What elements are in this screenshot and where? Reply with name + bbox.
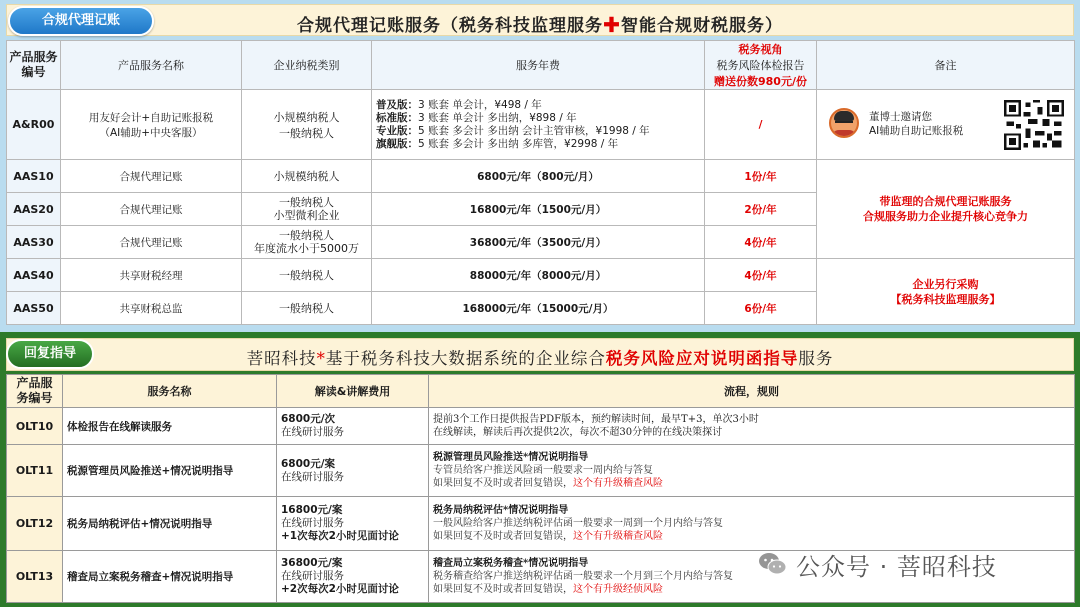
flow-line: 税务稽查给客户推送纳税评估函一般要求一个月到三个月内给与答复 <box>433 571 733 582</box>
title-suffix: 服务 <box>798 349 834 368</box>
risk-header-line2: 税务风险体检报告 <box>716 59 805 72</box>
row-flow <box>429 497 1075 551</box>
row-risk: 4份/年 <box>705 226 817 259</box>
wechat-icon <box>758 551 788 577</box>
table-row <box>7 445 1075 497</box>
row-code: AAS20 <box>7 193 61 226</box>
row-fee-plans <box>372 90 705 160</box>
row-risk: / <box>705 90 817 160</box>
section1-pill-badge: 合规代理记账 <box>8 6 154 36</box>
invite-line2: AI辅助自助记账报税 <box>869 124 964 137</box>
table-row <box>7 408 1075 445</box>
header-name: 服务名称 <box>63 375 277 408</box>
row-name-line1: 用友好会计+自助记账报税 <box>88 111 214 124</box>
row-fee <box>277 445 429 497</box>
row-fee <box>277 408 429 445</box>
row-taxpayer <box>242 160 372 193</box>
section2-title-bar <box>6 338 1074 371</box>
star-icon: * <box>316 349 326 368</box>
row-name: 合规代理记账 <box>61 226 242 259</box>
flow-line: 如果回复不及时或者回复错误， <box>433 531 573 542</box>
fee-line: 在线研讨服务 <box>281 470 344 483</box>
row-name: 稽查局立案税务稽查+情况说明指导 <box>63 551 277 603</box>
row-code: AAS10 <box>7 160 61 193</box>
taxpayer-line1: 一般纳税人 <box>279 269 334 282</box>
row-code: OLT12 <box>7 497 63 551</box>
fee-line: 6800元/案 <box>281 457 336 470</box>
section2-pill-badge: 回复指导 <box>6 339 94 369</box>
row-code: OLT10 <box>7 408 63 445</box>
avatar <box>829 108 859 138</box>
row-fee: 16800元/年（1500元/月） <box>372 193 705 226</box>
row-code: A&R00 <box>7 90 61 160</box>
flow-line: 提前3个工作日提供报告PDF版本，预约解读时间，最早T+3，单次3小时 <box>433 414 759 425</box>
table-header-row <box>7 375 1075 408</box>
row-code: OLT11 <box>7 445 63 497</box>
invite-line1: 董博士邀请您 <box>869 110 932 123</box>
row-fee: 168000元/年（15000元/月） <box>372 292 705 325</box>
row-remark-invite <box>817 90 1075 160</box>
fee-plan-line: 专业版：5 账套 多会计 多出纳 会计主管审核，¥1998 / 年 <box>376 124 650 137</box>
fee-line: 在线研讨服务 <box>281 426 344 438</box>
remark-purchase-line2: 【税务科技监理服务】 <box>890 292 1001 306</box>
table-row <box>7 90 1075 160</box>
taxpayer-line1: 一般纳税人 <box>279 196 334 209</box>
row-name: 体检报告在线解读服务 <box>63 408 277 445</box>
row-taxpayer <box>242 292 372 325</box>
remark-supervision-line2: 合规服务助力企业提升核心竞争力 <box>863 210 1028 223</box>
flow-line: 如果回复不及时或者回复错误， <box>433 478 573 489</box>
flow-line: 一般风险给客户推送纳税评估函一般要求一周到一个月内给与答复 <box>433 518 723 529</box>
row-fee <box>277 497 429 551</box>
fee-line: +2次每次2小时见面讨论 <box>281 583 399 595</box>
flow-line: 税源管理员风险推送*情况说明指导 <box>433 452 589 463</box>
row-code: AAS40 <box>7 259 61 292</box>
table-header-row <box>7 41 1075 90</box>
row-taxpayer <box>242 259 372 292</box>
accounting-services-table <box>6 40 1075 325</box>
fee-plan-line: 标准版：3 账套 单会计 多出纳，¥898 / 年 <box>376 111 577 124</box>
row-name <box>61 90 242 160</box>
taxpayer-line1: 小规模纳税人 <box>273 170 340 183</box>
fee-line: 在线研讨服务 <box>281 517 344 529</box>
remark-purchase <box>817 259 1075 325</box>
invite-box <box>817 94 1074 156</box>
header-remark: 备注 <box>817 41 1075 90</box>
section1-title-bar <box>6 4 1074 36</box>
row-name: 共享财税经理 <box>61 259 242 292</box>
taxpayer-line2: 小型微利企业 <box>273 209 340 222</box>
row-taxpayer <box>242 193 372 226</box>
row-risk: 2份/年 <box>705 193 817 226</box>
row-fee <box>277 551 429 603</box>
row-code: AAS50 <box>7 292 61 325</box>
row-name: 税源管理员风险推送+情况说明指导 <box>63 445 277 497</box>
fee-plan-line: 旗舰版：5 账套 多会计 多出纳 多库管，¥2998 / 年 <box>376 137 619 150</box>
row-name: 合规代理记账 <box>61 193 242 226</box>
taxpayer-line2: 一般纳税人 <box>279 126 334 140</box>
watermark-text: 公众号 · 菩昭科技 <box>796 552 997 581</box>
flow-risk-warning: 这个有升级稽查风险 <box>573 531 663 542</box>
title-text-2: 智能合规财税服务） <box>621 16 783 36</box>
remark-supervision <box>817 160 1075 259</box>
taxpayer-line1: 一般纳税人 <box>279 302 334 315</box>
row-code: OLT13 <box>7 551 63 603</box>
flow-risk-warning: 这个有升级经侦风险 <box>573 584 663 595</box>
row-name: 共享财税总监 <box>61 292 242 325</box>
flow-line: 在线解读，解读后再次提供2次，每次不超30分钟的在线决策探讨 <box>433 427 723 438</box>
fee-line: 6800元/次 <box>281 413 336 425</box>
flow-line: 税务局纳税评估*情况说明指导 <box>433 505 569 516</box>
row-name-line2: （AI辅助+中央客服） <box>99 126 203 139</box>
row-fee: 36800元/年（3500元/月） <box>372 226 705 259</box>
header-flow: 流程，规则 <box>429 375 1075 408</box>
flow-risk-warning: 这个有升级稽查风险 <box>573 478 663 489</box>
row-taxpayer <box>242 226 372 259</box>
row-risk: 4份/年 <box>705 259 817 292</box>
table-row <box>7 497 1075 551</box>
section2-title <box>7 345 1073 369</box>
fee-line: 在线研讨服务 <box>281 570 344 582</box>
row-name: 合规代理记账 <box>61 160 242 193</box>
flow-line: 如果回复不及时或者回复错误， <box>433 584 573 595</box>
header-fee: 解读&讲解费用 <box>277 375 429 408</box>
taxpayer-line2: 年度流水小于5000万 <box>254 242 359 255</box>
row-flow <box>429 445 1075 497</box>
row-taxpayer <box>242 90 372 160</box>
header-fee: 服务年费 <box>372 41 705 90</box>
remark-supervision-line1: 带监理的合规代理记账服务 <box>879 195 1012 208</box>
flow-line: 专管员给客户推送风险函一般要求一周内给与答复 <box>433 465 653 476</box>
row-code: AAS30 <box>7 226 61 259</box>
taxpayer-line1: 一般纳税人 <box>279 229 334 242</box>
fee-line: 16800元/案 <box>281 504 343 516</box>
header-name: 产品服务名称 <box>61 41 242 90</box>
title-brand: 菩昭科技 <box>246 349 317 368</box>
header-code: 产品服务编号 <box>7 375 63 408</box>
title-highlight: 税务风险应对说明函指导 <box>605 349 799 368</box>
row-flow <box>429 408 1075 445</box>
table-row <box>7 160 1075 193</box>
fee-line: 36800元/案 <box>281 557 343 569</box>
row-risk: 6份/年 <box>705 292 817 325</box>
qr-code-icon[interactable] <box>1004 100 1064 150</box>
invite-text <box>869 110 963 138</box>
row-fee: 6800元/年（800元/月） <box>372 160 705 193</box>
risk-header-line1: 税务视角 <box>738 43 783 56</box>
header-code: 产品服务编号 <box>7 41 61 90</box>
section1-title <box>7 11 1073 36</box>
fee-line: +1次每次2小时见面讨论 <box>281 530 399 542</box>
row-name: 税务局纳税评估+情况说明指导 <box>63 497 277 551</box>
header-taxpayer: 企业纳税类别 <box>242 41 372 90</box>
remark-purchase-line1: 企业另行采购 <box>912 277 979 291</box>
row-fee: 88000元/年（8000元/月） <box>372 259 705 292</box>
plus-icon: ✚ <box>603 16 621 36</box>
title-text-1: 合规代理记账服务（税务科技监理服务 <box>297 16 603 36</box>
watermark <box>758 548 997 580</box>
row-risk: 1份/年 <box>705 160 817 193</box>
taxpayer-line1: 小规模纳税人 <box>273 110 340 124</box>
flow-line: 稽查局立案税务稽查*情况说明指导 <box>433 558 589 569</box>
risk-header-line3: 赠送份数980元/份 <box>714 75 807 88</box>
header-risk-report <box>705 41 817 90</box>
fee-plan-line: 普及版：3 账套 单会计，¥498 / 年 <box>376 98 542 111</box>
table-row <box>7 259 1075 292</box>
title-text: 基于税务科技大数据系统的企业综合 <box>325 349 606 368</box>
